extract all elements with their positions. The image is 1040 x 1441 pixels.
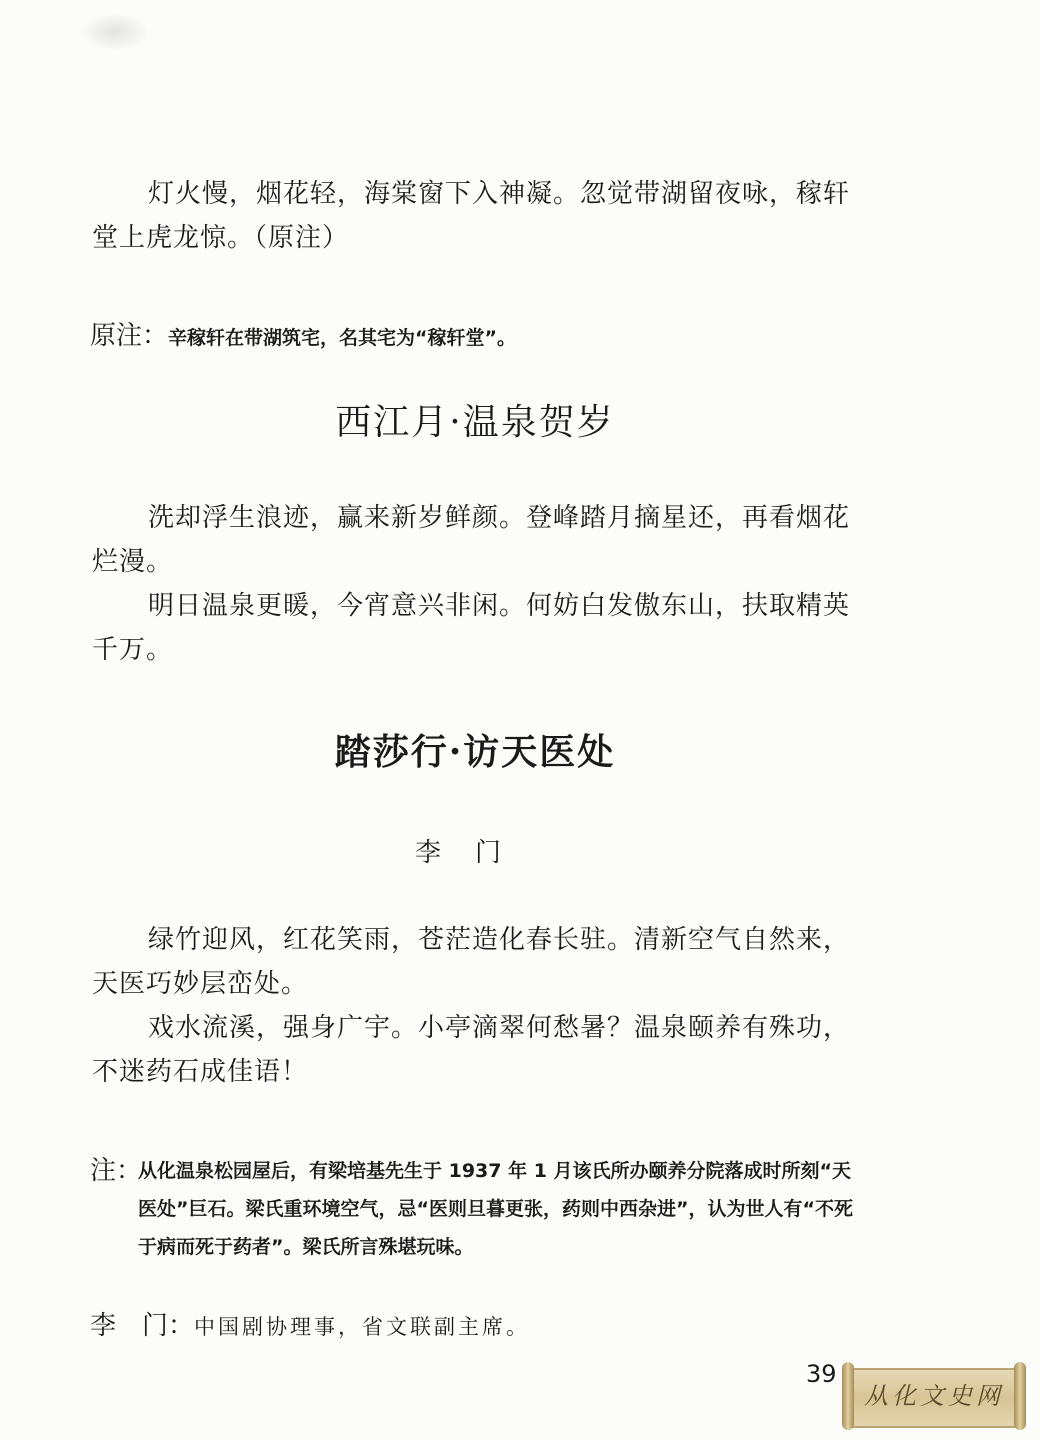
poem3-author: 李门 [414, 838, 535, 868]
poem3-para2: 戏水流溪，强身广宇。小亭滴翠何愁暑？温泉颐养有殊功，不迷药石成佳语！ [92, 1013, 851, 1087]
poem3-note-text: 从化温泉松园屋后，有梁培基先生于 1937 年 1 月该氏所办颐养分院落成时所刻“天医处”巨石。梁氏重环境空气，忌“医则旦暮更张，药则中西杂进”，认为世人有“不死于病而死于药者”。梁氏所言殊堪玩味。 [138, 1160, 853, 1258]
author-note [90, 1308, 870, 1347]
poem1-note-lead: 原注： [90, 321, 169, 351]
poem3-para1: 绿竹迎风，红花笑雨，苍茫造化春长驻。清新空气自然来，天医巧妙层峦处。 [92, 925, 851, 999]
poem1-note [90, 318, 870, 357]
scan-smudge [80, 12, 150, 52]
poem2-para1: 洗却浮生浪迹，赢来新岁鲜颜。登峰踏月摘星还，再看烟花烂漫。 [92, 503, 851, 577]
watermark-text: 从化文史网 [864, 1382, 1004, 1410]
poem3-note [90, 1152, 870, 1266]
poem2-title: 西江月·温泉贺岁 [335, 402, 615, 443]
poem2-para2: 明日温泉更暖，今宵意兴非闲。何妨白发傲东山，扶取精英千万。 [92, 591, 851, 665]
author-note-lead: 李 门： [90, 1311, 195, 1341]
poem3-title: 踏莎行·访天医处 [334, 731, 616, 773]
watermark-scroll [842, 1360, 1026, 1432]
poem1-note-text: 辛稼轩在带湖筑宅，名其宅为“稼轩堂”。 [168, 327, 516, 349]
poem3-note-lead: 注： [90, 1156, 143, 1186]
page-number: 39 [806, 1360, 837, 1388]
poem1-text: 灯火慢，烟花轻，海棠窗下入神凝。忽觉带湖留夜咏，稼轩堂上虎龙惊。（原注） [92, 179, 851, 253]
author-note-text: 中国剧协理事，省文联副主席。 [194, 1315, 531, 1339]
